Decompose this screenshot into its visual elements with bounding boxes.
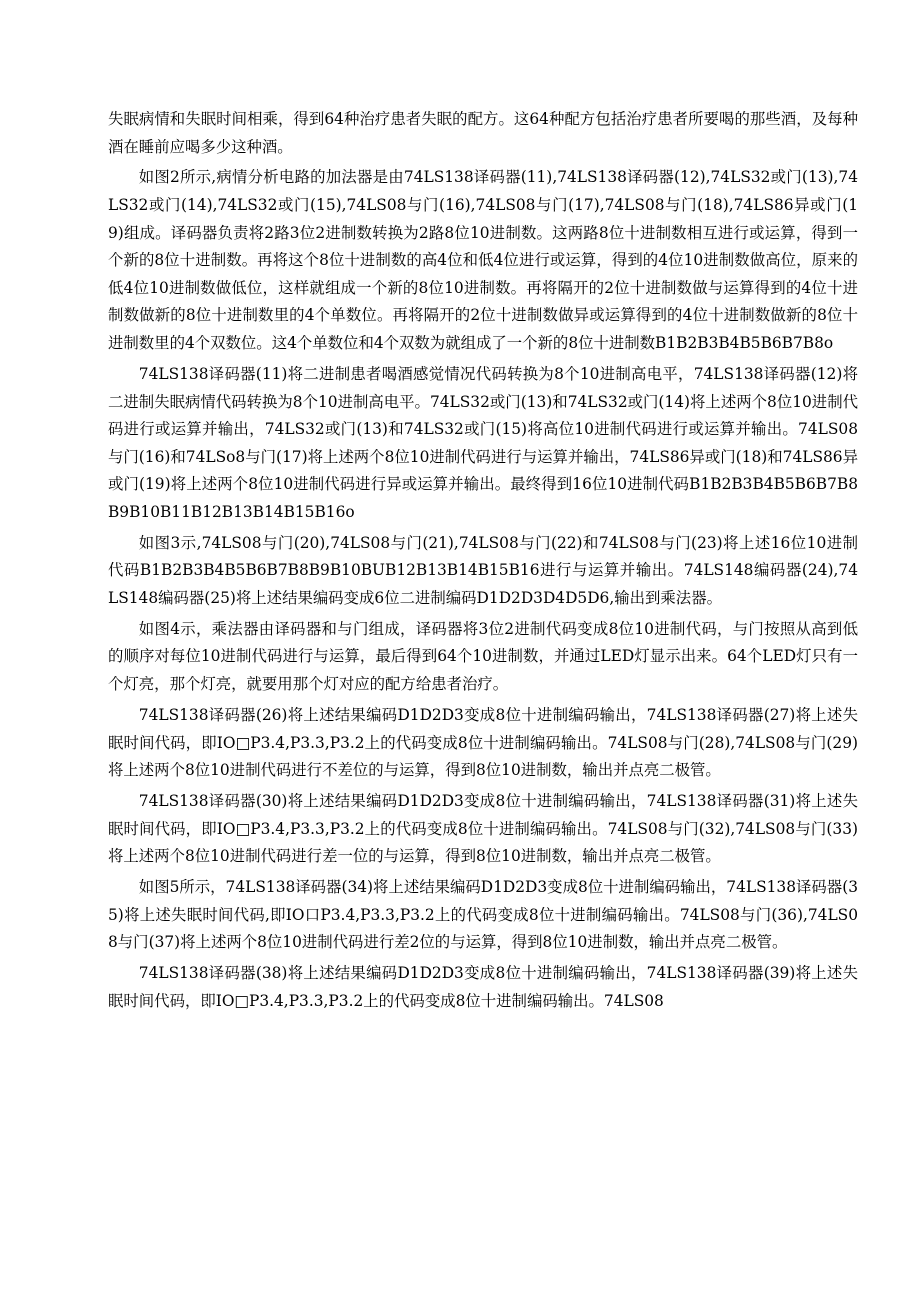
paragraph-decoder-38: 74LS138译码器(38)将上述结果编码D1D2D3变成8位十进制编码输出，74LS138译码器(39)将上述失眠时间代码，即IO□P3.4,P3.3,P3.2上的代码变成8位十进制编码输出。74LS08	[108, 964, 858, 1010]
paragraph-figure-3: 如图3示,74LS08与门(20),74LS08与门(21),74LS08与门(22)和74LS08与门(23)将上述16位10进制代码B1B2B3B4B5B6B7B8B9B10BUB12B13B14B15B16进行与运算并输出。74LS148编码器(24),74LS148编码器(25)将上述结果编码变成6位二进制编码D1D2D3D4D5D6,输出到乘法器。	[108, 533, 858, 607]
paragraph-decoder-conversion: 74LS138译码器(11)将二进制患者喝酒感觉情况代码转换为8个10进制高电平，74LS138译码器(12)将二进制失眠病情代码转换为8个10进制高电平。74LS32或门(13)和74LS32或门(14)将上述两个8位10进制代码进行或运算并输出，74LS32或门(13)和74LS32或门(15)将高位10进制代码进行或运算并输出。74LS08与门(16)和74LSo8与门(17)将上述两个8位10进制代码进行与运算并输出，74LS86异或门(18)和74LS86异或门(19)将上述两个8位10进制代码进行异或运算并输出。最终得到16位10进制代码B1B2B3B4B5B6B7B8B9B10B11B12B13B14B15B16o	[108, 364, 858, 521]
paragraph-continuation: 失眠病情和失眠时间相乘，得到64种治疗患者失眠的配方。这64种配方包括治疗患者所要喝的那些酒，及每种酒在睡前应喝多少这种酒。	[108, 110, 858, 156]
paragraph-figure-4: 如图4示，乘法器由译码器和与门组成，译码器将3位2进制代码变成8位10进制代码，与门按照从高到低的顺序对每位10进制代码进行与运算，最后得到64个10进制数，并通过LED灯显示出来。64个LED灯只有一个灯亮，那个灯亮，就要用那个灯对应的配方给患者治疗。	[108, 619, 858, 694]
paragraph-adder-circuit: 如图2所示,病情分析电路的加法器是由74LS138译码器(11),74LS138译码器(12),74LS32或门(13),74LS32或门(14),74LS32或门(15),74LS08与门(16),74LS08与门(17),74LS08与门(18),74LS86异或门(19)组成。译码器负责将2路3位2进制数转换为2路8位10进制数。这两路8位十进制数相互进行或运算，得到一个新的8位十进制数。再将这个8位十进制数的高4位和低4位进行或运算，得到的4位10进制数做高位，原来的低4位10进制数做低位，这样就组成一个新的8位10进制数。再将隔开的2位十进制数做与运算得到的4位十进制数做新的8位十进制数里的4个单数位。再将隔开的2位十进制数做异或运算得到的4位十进制数做新的8位十进制数里的4个双数位。这4个单数位和4个双数为就组成了一个新的8位十进制数B1B2B3B4B5B6B7B8o	[108, 168, 858, 353]
paragraph-figure-5: 如图5所示，74LS138译码器(34)将上述结果编码D1D2D3变成8位十进制编码输出，74LS138译码器(35)将上述失眠时间代码,即IO口P3.4,P3.3,P3.2上的代码变成8位十进制编码输出。74LS08与门(36),74LS08与门(37)将上述两个8位10进制代码进行差2位的与运算，得到8位10进制数，输出并点亮二极管。	[108, 878, 858, 952]
paragraph-decoder-26: 74LS138译码器(26)将上述结果编码D1D2D3变成8位十进制编码输出，74LS138译码器(27)将上述失眠时间代码，即IO□P3.4,P3.3,P3.2上的代码变成8位十进制编码输出。74LS08与门(28),74LS08与门(29)将上述两个8位10进制代码进行不差位的与运算，得到8位10进制数，输出并点亮二极管。	[108, 705, 858, 780]
paragraph-decoder-30: 74LS138译码器(30)将上述结果编码D1D2D3变成8位十进制编码输出，74LS138译码器(31)将上述失眠时间代码，即IO□P3.4,P3.3,P3.2上的代码变成8位十进制编码输出。74LS08与门(32),74LS08与门(33)将上述两个8位10进制代码进行差一位的与运算，得到8位10进制数，输出并点亮二极管。	[108, 792, 858, 866]
